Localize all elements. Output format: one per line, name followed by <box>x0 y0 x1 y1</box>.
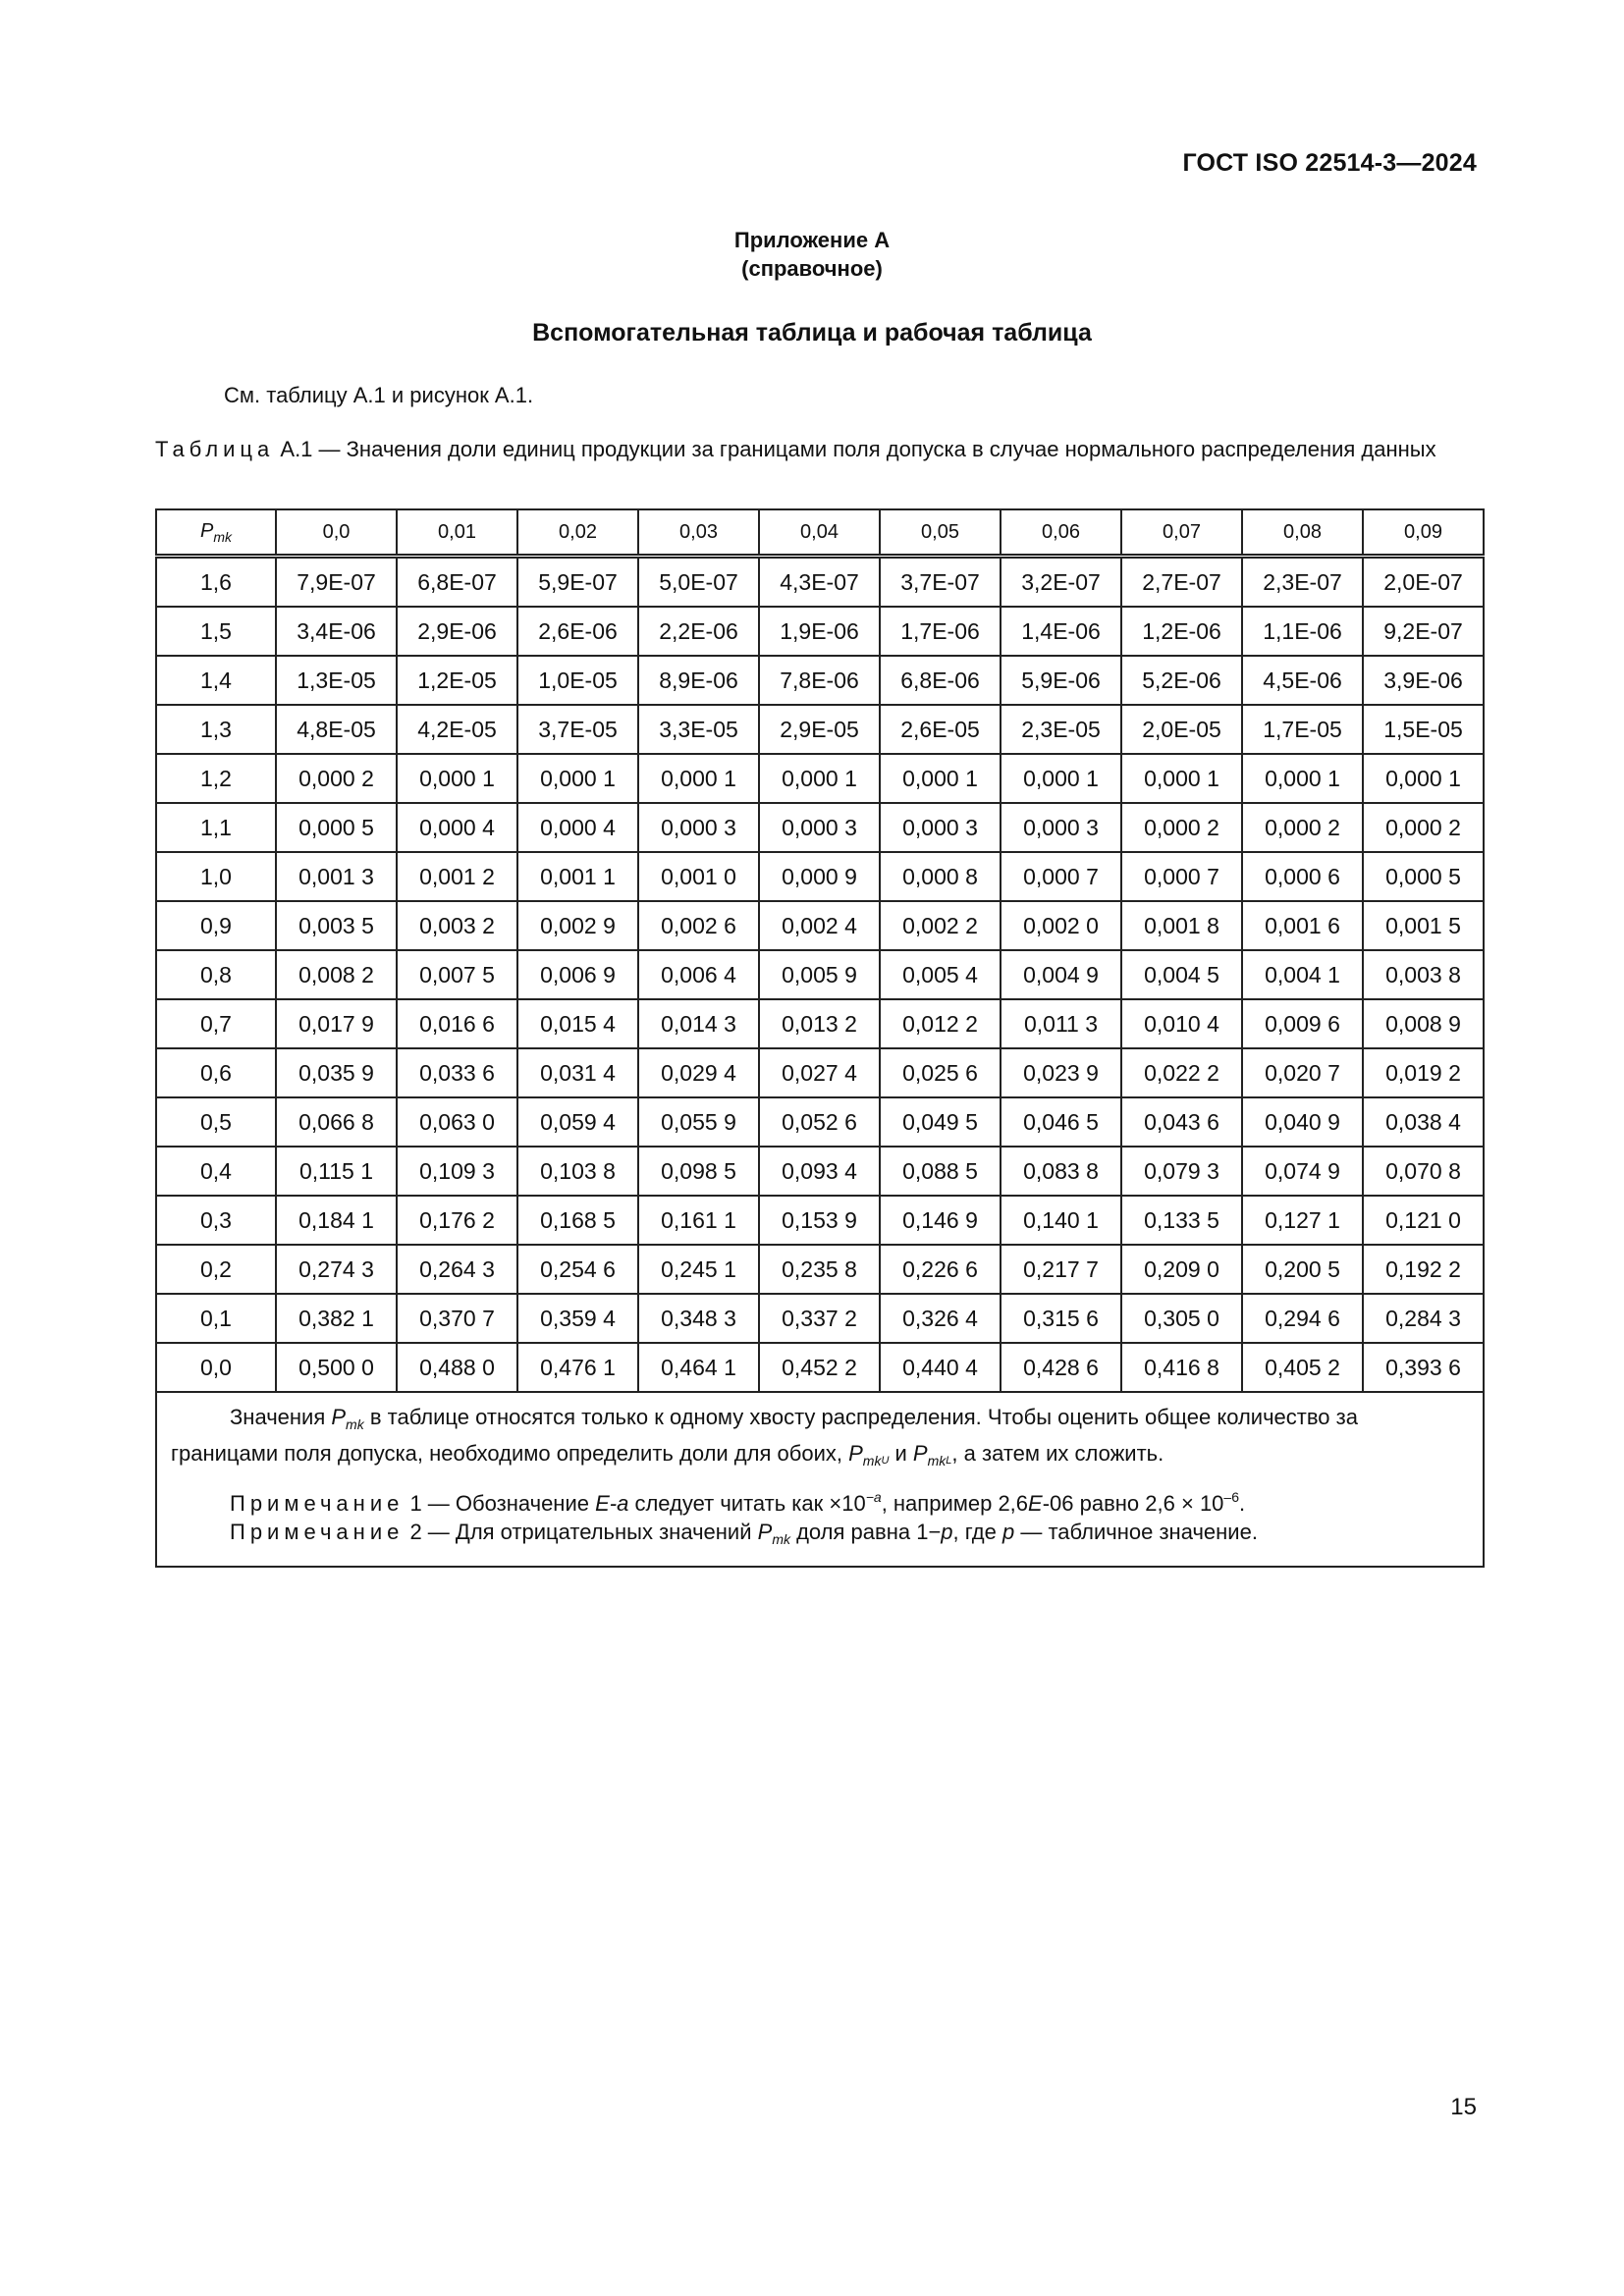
table-cell: 0,146 9 <box>880 1196 1001 1245</box>
table-cell: 3,9E-06 <box>1363 656 1484 705</box>
row-key-cell: 0,5 <box>156 1097 276 1147</box>
table-cell: 0,006 4 <box>638 950 759 999</box>
table-cell: 0,093 4 <box>759 1147 880 1196</box>
table-row <box>156 852 1484 901</box>
table-row <box>156 1097 1484 1147</box>
table-cell: 0,001 6 <box>1242 901 1363 950</box>
table-cell: 0,098 5 <box>638 1147 759 1196</box>
table-cell: 0,000 8 <box>880 852 1001 901</box>
table-cell: 4,8E-05 <box>276 705 397 754</box>
table-cell: 0,079 3 <box>1121 1147 1242 1196</box>
row-key-cell: 1,6 <box>156 557 276 608</box>
row-key-cell: 1,4 <box>156 656 276 705</box>
table-cell: 0,000 2 <box>1121 803 1242 852</box>
caption-label: Таблица <box>155 437 275 461</box>
table-cell: 2,0E-05 <box>1121 705 1242 754</box>
table-row <box>156 656 1484 705</box>
table-cell: 0,000 3 <box>880 803 1001 852</box>
row-key-cell: 0,3 <box>156 1196 276 1245</box>
table-cell: 0,000 1 <box>1363 754 1484 803</box>
table-cell: 0,226 6 <box>880 1245 1001 1294</box>
table-cell: 0,264 3 <box>397 1245 517 1294</box>
table-cell: 6,8E-07 <box>397 557 517 608</box>
table-cell: 0,305 0 <box>1121 1294 1242 1343</box>
table-cell: 0,370 7 <box>397 1294 517 1343</box>
table-cell: 0,002 0 <box>1001 901 1121 950</box>
table-cell: 7,9E-07 <box>276 557 397 608</box>
table-cell: 0,083 8 <box>1001 1147 1121 1196</box>
table-cell: 0,000 4 <box>517 803 638 852</box>
table-row <box>156 1294 1484 1343</box>
table-cell: 0,109 3 <box>397 1147 517 1196</box>
table-cell: 0,488 0 <box>397 1343 517 1392</box>
table-cell: 0,452 2 <box>759 1343 880 1392</box>
probability-table <box>155 508 1485 1568</box>
table-cell: 0,140 1 <box>1001 1196 1121 1245</box>
row-key-cell: 1,1 <box>156 803 276 852</box>
table-cell: 0,002 2 <box>880 901 1001 950</box>
table-cell: 0,209 0 <box>1121 1245 1242 1294</box>
table-cell: 0,000 1 <box>397 754 517 803</box>
table-cell: 0,000 1 <box>880 754 1001 803</box>
table-header-row <box>156 509 1484 557</box>
table-cell: 0,294 6 <box>1242 1294 1363 1343</box>
table-cell: 0,000 1 <box>638 754 759 803</box>
table-cell: 3,7E-07 <box>880 557 1001 608</box>
table-cell: 0,046 5 <box>1001 1097 1121 1147</box>
table-cell: 0,200 5 <box>1242 1245 1363 1294</box>
table-cell: 0,038 4 <box>1363 1097 1484 1147</box>
table-cell: 0,184 1 <box>276 1196 397 1245</box>
table-cell: 0,235 8 <box>759 1245 880 1294</box>
row-key-cell: 0,9 <box>156 901 276 950</box>
table-cell: 0,428 6 <box>1001 1343 1121 1392</box>
table-cell: 1,2E-06 <box>1121 607 1242 656</box>
column-header: 0,04 <box>759 509 880 557</box>
column-header: 0,06 <box>1001 509 1121 557</box>
table-cell: 0,020 7 <box>1242 1048 1363 1097</box>
table-row <box>156 607 1484 656</box>
table-notes <box>156 1392 1484 1567</box>
table-cell: 0,008 2 <box>276 950 397 999</box>
table-cell: 0,033 6 <box>397 1048 517 1097</box>
table-cell: 0,012 2 <box>880 999 1001 1048</box>
table-cell: 0,015 4 <box>517 999 638 1048</box>
table-cell: 0,217 7 <box>1001 1245 1121 1294</box>
table-row <box>156 901 1484 950</box>
table-cell: 2,3E-07 <box>1242 557 1363 608</box>
note-main: Значения $P_{mk}$ в таблице относятся только к одному хвосту распределения. Чтобы оценить общее количество за границами поля допуска, необходимо определить доли для обоих, $P_{mkU}$ и $P_{mkL}$, а затем их сложить. <box>171 1405 1358 1468</box>
table-cell: 0,001 2 <box>397 852 517 901</box>
table-cell: 0,103 8 <box>517 1147 638 1196</box>
table-caption <box>155 435 1483 463</box>
table-cell: 0,000 3 <box>1001 803 1121 852</box>
table-cell: 0,000 1 <box>517 754 638 803</box>
table-cell: 0,022 2 <box>1121 1048 1242 1097</box>
table-cell: 0,000 5 <box>1363 852 1484 901</box>
row-key-cell: 1,2 <box>156 754 276 803</box>
table-cell: 7,8E-06 <box>759 656 880 705</box>
table-cell: 0,127 1 <box>1242 1196 1363 1245</box>
column-header: 0,02 <box>517 509 638 557</box>
table-cell: 2,9E-05 <box>759 705 880 754</box>
row-key-cell: 0,2 <box>156 1245 276 1294</box>
table-cell: 0,133 5 <box>1121 1196 1242 1245</box>
table-cell: 0,176 2 <box>397 1196 517 1245</box>
table-cell: 0,063 0 <box>397 1097 517 1147</box>
table-cell: 0,416 8 <box>1121 1343 1242 1392</box>
table-cell: 0,500 0 <box>276 1343 397 1392</box>
table-cell: 0,017 9 <box>276 999 397 1048</box>
table-cell: 0,009 6 <box>1242 999 1363 1048</box>
table-cell: 0,000 1 <box>759 754 880 803</box>
table-cell: 0,027 4 <box>759 1048 880 1097</box>
table-cell: 0,168 5 <box>517 1196 638 1245</box>
table-cell: 0,088 5 <box>880 1147 1001 1196</box>
table-cell: 2,6E-06 <box>517 607 638 656</box>
row-key-cell: 1,5 <box>156 607 276 656</box>
table-cell: 0,029 4 <box>638 1048 759 1097</box>
column-header: 0,05 <box>880 509 1001 557</box>
table-cell: 0,000 2 <box>1363 803 1484 852</box>
table-cell: 0,245 1 <box>638 1245 759 1294</box>
table-row <box>156 803 1484 852</box>
table-cell: 0,440 4 <box>880 1343 1001 1392</box>
table-cell: 0,031 4 <box>517 1048 638 1097</box>
table-cell: 0,040 9 <box>1242 1097 1363 1147</box>
table-cell: 1,1E-06 <box>1242 607 1363 656</box>
column-header: 0,07 <box>1121 509 1242 557</box>
row-key-cell: 0,8 <box>156 950 276 999</box>
table-row <box>156 950 1484 999</box>
table-row <box>156 1343 1484 1392</box>
table-cell: 1,5E-05 <box>1363 705 1484 754</box>
table-cell: 0,161 1 <box>638 1196 759 1245</box>
table-cell: 2,2E-06 <box>638 607 759 656</box>
table-cell: 0,035 9 <box>276 1048 397 1097</box>
table-cell: 0,049 5 <box>880 1097 1001 1147</box>
table-cell: 0,070 8 <box>1363 1147 1484 1196</box>
table-cell: 0,000 4 <box>397 803 517 852</box>
column-header: 0,01 <box>397 509 517 557</box>
column-header: 0,03 <box>638 509 759 557</box>
table-cell: 0,013 2 <box>759 999 880 1048</box>
table-cell: 0,284 3 <box>1363 1294 1484 1343</box>
table-cell: 0,000 1 <box>1242 754 1363 803</box>
table-cell: 1,3E-05 <box>276 656 397 705</box>
table-cell: 1,4E-06 <box>1001 607 1121 656</box>
table-row <box>156 705 1484 754</box>
page-number: 15 <box>1450 2094 1477 2120</box>
table-cell: 0,001 8 <box>1121 901 1242 950</box>
table-cell: 0,011 3 <box>1001 999 1121 1048</box>
table-cell: 0,005 4 <box>880 950 1001 999</box>
table-cell: 1,7E-05 <box>1242 705 1363 754</box>
table-cell: 0,000 9 <box>759 852 880 901</box>
column-header: 0,0 <box>276 509 397 557</box>
table-cell: 0,023 9 <box>1001 1048 1121 1097</box>
table-cell: 0,005 9 <box>759 950 880 999</box>
table-cell: 0,153 9 <box>759 1196 880 1245</box>
row-key-cell: 0,0 <box>156 1343 276 1392</box>
table-cell: 2,3E-05 <box>1001 705 1121 754</box>
table-cell: 0,019 2 <box>1363 1048 1484 1097</box>
table-cell: 5,9E-06 <box>1001 656 1121 705</box>
table-cell: 0,002 4 <box>759 901 880 950</box>
table-cell: 0,016 6 <box>397 999 517 1048</box>
table-cell: 0,315 6 <box>1001 1294 1121 1343</box>
table-row <box>156 557 1484 608</box>
row-key-cell: 0,1 <box>156 1294 276 1343</box>
table-cell: 0,000 7 <box>1001 852 1121 901</box>
table-cell: 0,382 1 <box>276 1294 397 1343</box>
row-key-cell: 0,7 <box>156 999 276 1048</box>
appendix-header <box>0 226 1624 283</box>
table-cell: 0,000 7 <box>1121 852 1242 901</box>
table-cell: 0,002 6 <box>638 901 759 950</box>
table-cell: 0,008 9 <box>1363 999 1484 1048</box>
appendix-title: Приложение А <box>733 228 891 252</box>
table-cell: 3,7E-05 <box>517 705 638 754</box>
table-row <box>156 1048 1484 1097</box>
table-cell: 0,274 3 <box>276 1245 397 1294</box>
table-cell: 2,9E-06 <box>397 607 517 656</box>
table-cell: 2,6E-05 <box>880 705 1001 754</box>
table-cell: 0,004 1 <box>1242 950 1363 999</box>
table-cell: 6,8E-06 <box>880 656 1001 705</box>
table-cell: 0,192 2 <box>1363 1245 1484 1294</box>
table-cell: 0,464 1 <box>638 1343 759 1392</box>
table-row <box>156 1196 1484 1245</box>
appendix-kind: (справочное) <box>741 256 883 281</box>
document-code: ГОСТ ISO 22514-3—2024 <box>1182 149 1477 177</box>
table-cell: 4,5E-06 <box>1242 656 1363 705</box>
table-cell: 0,003 5 <box>276 901 397 950</box>
table-cell: 0,002 9 <box>517 901 638 950</box>
table-cell: 0,004 5 <box>1121 950 1242 999</box>
table-cell: 0,001 0 <box>638 852 759 901</box>
table-cell: 0,014 3 <box>638 999 759 1048</box>
table-cell: 4,3E-07 <box>759 557 880 608</box>
table-cell: 0,000 6 <box>1242 852 1363 901</box>
table-cell: 3,4E-06 <box>276 607 397 656</box>
table-cell: 0,055 9 <box>638 1097 759 1147</box>
table-cell: 0,001 1 <box>517 852 638 901</box>
table-cell: 0,004 9 <box>1001 950 1121 999</box>
table-cell: 0,405 2 <box>1242 1343 1363 1392</box>
table-row <box>156 999 1484 1048</box>
table-cell: 0,000 1 <box>1001 754 1121 803</box>
table-cell: 0,007 5 <box>397 950 517 999</box>
caption-text: А.1 — Значения доли единиц продукции за границами поля допуска в случае нормального распределения данных <box>280 437 1436 461</box>
notes-row <box>156 1392 1484 1567</box>
table-cell: 3,2E-07 <box>1001 557 1121 608</box>
table-row <box>156 754 1484 803</box>
table-cell: 0,003 2 <box>397 901 517 950</box>
table-cell: 0,000 3 <box>638 803 759 852</box>
table-cell: 0,074 9 <box>1242 1147 1363 1196</box>
table-cell: 0,359 4 <box>517 1294 638 1343</box>
table-cell: 1,2E-05 <box>397 656 517 705</box>
table-row <box>156 1147 1484 1196</box>
table-cell: 0,000 2 <box>1242 803 1363 852</box>
table-row <box>156 1245 1484 1294</box>
column-header: 0,09 <box>1363 509 1484 557</box>
table-cell: 1,7E-06 <box>880 607 1001 656</box>
table-cell: 0,006 9 <box>517 950 638 999</box>
table-cell: 0,326 4 <box>880 1294 1001 1343</box>
row-key-cell: 1,0 <box>156 852 276 901</box>
table-cell: 4,2E-05 <box>397 705 517 754</box>
table-cell: 0,000 5 <box>276 803 397 852</box>
table-cell: 0,025 6 <box>880 1048 1001 1097</box>
table-cell: 0,000 2 <box>276 754 397 803</box>
table-cell: 0,052 6 <box>759 1097 880 1147</box>
table-cell: 0,043 6 <box>1121 1097 1242 1147</box>
table-cell: 0,001 5 <box>1363 901 1484 950</box>
table-cell: 5,9E-07 <box>517 557 638 608</box>
table-cell: 5,2E-06 <box>1121 656 1242 705</box>
table-cell: 0,059 4 <box>517 1097 638 1147</box>
table-cell: 0,000 3 <box>759 803 880 852</box>
table-cell: 0,010 4 <box>1121 999 1242 1048</box>
table-cell: 0,115 1 <box>276 1147 397 1196</box>
section-heading: Вспомогательная таблица и рабочая таблица <box>532 319 1092 347</box>
table-cell: 3,3E-05 <box>638 705 759 754</box>
note-2: Примечание 2 — Для отрицательных значений $P_{mk}$ доля равна 1−p, где p — табличное значение. <box>230 1520 1258 1547</box>
table-cell: 0,003 8 <box>1363 950 1484 999</box>
table-cell: 8,9E-06 <box>638 656 759 705</box>
table-cell: 0,348 3 <box>638 1294 759 1343</box>
table-cell: 9,2E-07 <box>1363 607 1484 656</box>
row-key-cell: 0,4 <box>156 1147 276 1196</box>
table-cell: 5,0E-07 <box>638 557 759 608</box>
table-cell: 0,393 6 <box>1363 1343 1484 1392</box>
table-cell: 2,0E-07 <box>1363 557 1484 608</box>
table-cell: 0,121 0 <box>1363 1196 1484 1245</box>
row-key-cell: 0,6 <box>156 1048 276 1097</box>
table-cell: 0,066 8 <box>276 1097 397 1147</box>
table-cell: 1,0E-05 <box>517 656 638 705</box>
note-1: Примечание 1 — Обозначение E-a следует читать как $\times 10^{-a}$, например 2,6E-06 равно $2,6 \times 10^{-6}$. <box>230 1489 1246 1516</box>
header-symbol-cell: $P_{mk}$ <box>156 509 276 557</box>
table-cell: 2,7E-07 <box>1121 557 1242 608</box>
table-cell: 0,476 1 <box>517 1343 638 1392</box>
intro-text: См. таблицу А.1 и рисунок А.1. <box>224 383 534 407</box>
table-cell: 0,000 1 <box>1121 754 1242 803</box>
row-key-cell: 1,3 <box>156 705 276 754</box>
table-cell: 0,337 2 <box>759 1294 880 1343</box>
table-cell: 0,254 6 <box>517 1245 638 1294</box>
table-cell: 1,9E-06 <box>759 607 880 656</box>
column-header: 0,08 <box>1242 509 1363 557</box>
table-cell: 0,001 3 <box>276 852 397 901</box>
